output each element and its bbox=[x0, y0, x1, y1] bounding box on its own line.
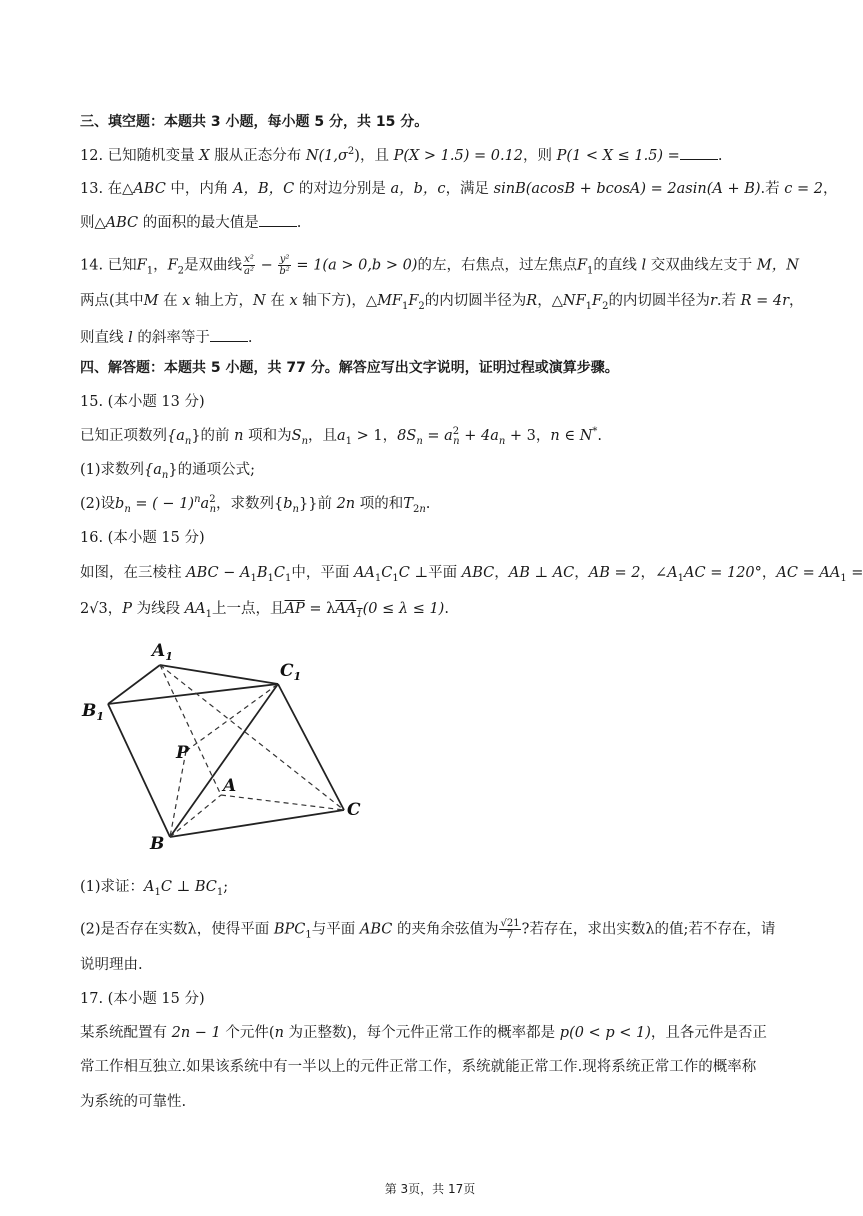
question-15-statement: 已知正项数列$\{a_n\}$的前 n 项和为$S_n$，且$a_1 > 1$，$8S_n = a^2_n + 4a_n + 3$，n ∈ N*. bbox=[80, 426, 602, 447]
question-13-line-2: 则△ABC 的面积的最大值是 . bbox=[80, 212, 785, 233]
question-17-line-1: 某系统配置有 2n − 1 个元件(n 为正整数)，每个元件正常工作的概率都是 p(0 < p < 1)，且各元件是否正 bbox=[80, 1025, 767, 1041]
label-p: P bbox=[176, 743, 189, 763]
page-footer: 第 3页，共 17页 bbox=[384, 1182, 476, 1196]
question-14-line-1: 14. 已知$F_1$，$F_2$是双曲线 $\frac{\text{x²}}{\text{a²}}$ − $\frac{\text{y²}}{\text{b²}}$ = 1(a > 0,b > 0)的左，右焦点，过左焦点$F_1$的直线 l 交双曲线左支于 M，N bbox=[80, 254, 799, 277]
edge-b-c bbox=[170, 810, 344, 837]
solid-edges bbox=[108, 665, 344, 837]
question-16-statement-line-2: 2√3，P 为线段 $AA_1$上一点，且$\overline{AP} = \lambda AA_1(0 \le \lambda \le 1)$. bbox=[80, 601, 449, 620]
question-17-title: 17. (本小题 15 分) bbox=[80, 991, 205, 1007]
edge-b1-b bbox=[108, 704, 170, 837]
question-16-title: 16. (本小题 15 分) bbox=[80, 530, 205, 546]
label-c: C bbox=[347, 800, 361, 820]
fraction-cosine: $\frac{√21}{7}$ bbox=[500, 918, 520, 941]
edge-p-b bbox=[170, 751, 186, 837]
question-17-line-2: 常工作相互独立.如果该系统中有一半以上的元件正常工作，系统就能正常工作.现将系统正常工作的概率称 bbox=[80, 1059, 757, 1075]
question-16-statement-line-1: 如图，在三棱柱 ABC − $A_1B_1C_1$中，平面 $AA_1C_1C$ ⊥平面 ABC，AB ⊥ AC，AB = 2，$\angle A_1AC = 120^\circ$，AC = $AA_1$ = bbox=[80, 565, 863, 584]
section-4-heading: 四、解答题：本题共 5 小题，共 77 分。解答应写出文字说明，证明过程或演算步骤。 bbox=[80, 360, 619, 376]
question-13-line-1: 13. 在△ABC 中，内角 A，B，C 的对边分别是 a，b，c，满足 sinB(acosB + bcosA) = 2asin(A + B).若 c = 2， bbox=[80, 181, 838, 197]
question-17-line-3: 为系统的可靠性. bbox=[80, 1094, 187, 1110]
question-12: 12. 已知随机变量 X 服从正态分布 $N(1,\sigma^2)$，且 P(X > 1.5) = 0.12，则 P(1 < X ≤ 1.5) = . bbox=[80, 146, 723, 164]
answer-blank bbox=[259, 212, 297, 227]
label-b: B bbox=[150, 834, 165, 854]
edge-c1-c bbox=[278, 684, 344, 810]
label-a1: $A_1$ bbox=[152, 641, 173, 663]
answer-blank bbox=[680, 145, 718, 160]
answer-blank bbox=[210, 327, 248, 342]
question-14-line-2: 两点(其中M 在 x 轴上方，N 在 x 轴下方)，$\triangle MF_1F_2$的内切圆半径为R，$\triangle NF_1F_2$的内切圆半径为r.若 R = 4r， bbox=[80, 293, 804, 312]
edge-b1-c1 bbox=[108, 684, 278, 704]
edge-a1-a bbox=[160, 665, 221, 795]
question-15-title: 15. (本小题 13 分) bbox=[80, 394, 205, 410]
edge-a1-c1 bbox=[160, 665, 278, 684]
fraction-x: $\frac{\text{x²}}{\text{a²}}$ bbox=[244, 254, 255, 277]
question-15-part-2: (2)设$b_n$ = ( − $1)^na^2_n$，求数列$\{b_n\}$}前 2n 项的和$T_{2n}$. bbox=[80, 494, 431, 515]
label-a: A bbox=[223, 776, 237, 796]
section-3-heading: 三、填空题：本题共 3 小题，每小题 5 分，共 15 分。 bbox=[80, 114, 429, 130]
question-14-line-3: 则直线 l 的斜率等于 . bbox=[80, 327, 785, 348]
question-16-part-2: (2)是否存在实数λ，使得平面 $BPC_1$与平面 ABC 的夹角余弦值为 $\frac{√21}{7}$ ?若存在，求出实数λ的值;若不存在，请 bbox=[80, 918, 776, 941]
fraction-y: $\frac{\text{y²}}{\text{b²}}$ bbox=[279, 254, 290, 277]
question-16-part-1: (1)求证：$A_1C$ ⊥ $BC_1$; bbox=[80, 879, 229, 898]
label-b1: $B_1$ bbox=[82, 701, 105, 723]
label-c1: $C_1$ bbox=[280, 661, 302, 683]
prism-figure bbox=[78, 632, 378, 862]
edge-a-c bbox=[221, 795, 344, 810]
question-16-part-2-cont: 说明理由. bbox=[80, 957, 143, 973]
question-15-part-1: (1)求数列$\{a_n\}$的通项公式; bbox=[80, 462, 255, 481]
